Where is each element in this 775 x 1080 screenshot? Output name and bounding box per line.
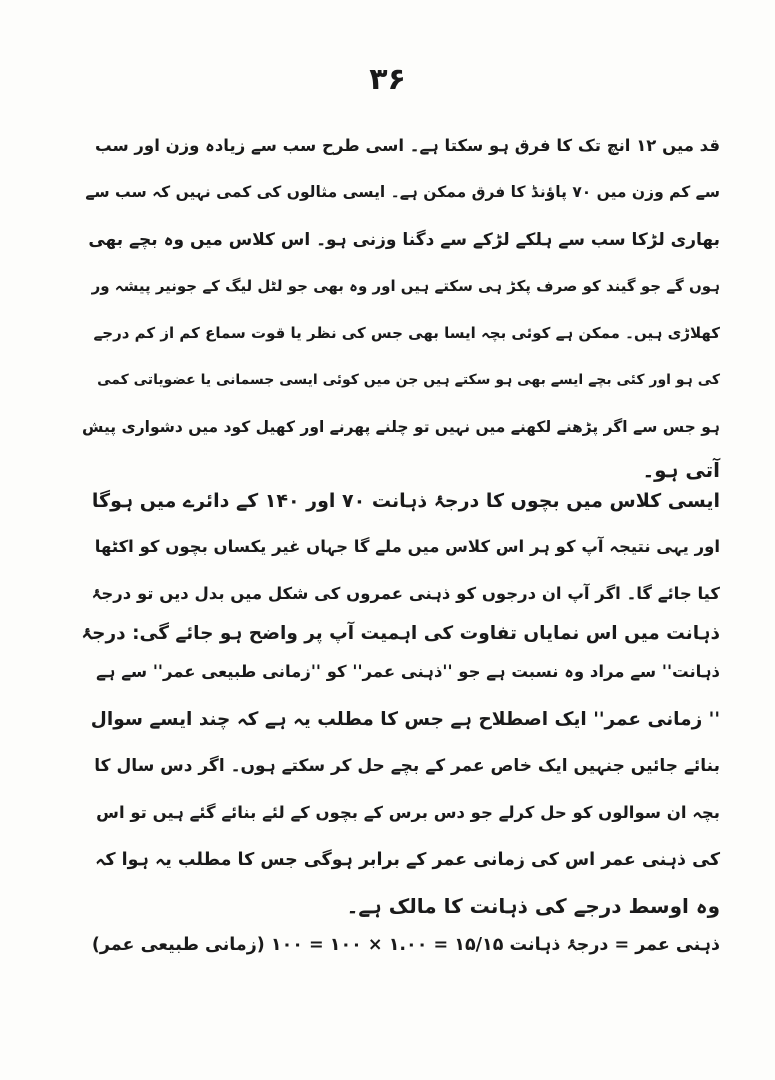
text-line: وہ اوسط درجے کی ذہانت کا مالک ہے۔: [346, 894, 720, 918]
paragraph-2: [80, 492, 720, 922]
text-line: کیا جائے گا۔ اگر آپ ان درجوں کو ذہنی عمروں کی شکل میں بدل دیں تو درجۂ: [91, 584, 720, 603]
text-line: ذہانت'' سے مراد وہ نسبت ہے جو ''ذہنی عمر'' کو ''زمانی طبیعی عمر'' سے ہے: [96, 662, 720, 681]
page-number: ۳۶: [369, 62, 406, 97]
text-line: بھاری لڑکا سب سے ہلکے لڑکے سے دگنا وزنی ہو۔ اس کلاس میں وہ بچے بھی: [88, 230, 720, 250]
text-line: ایسی کلاس میں بچوں کا درجۂ ذہانت ۷۰ اور ۱۴۰ کے دائرے میں ہوگا: [91, 490, 720, 512]
text-line: کی ہو اور کئی بچے ایسے بھی ہو سکتے ہیں جن میں کوئی ایسی جسمانی یا عضویاتی کمی: [97, 372, 720, 388]
text-line: اور یہی نتیجہ آپ کو ہر اس کلاس میں ملے گا جہاں غیر یکساں بچوں کو اکٹھا: [94, 537, 720, 556]
text-line: آتی ہو۔: [642, 458, 720, 482]
text-line: ہو جس سے اگر پڑھنے لکھنے میں نہیں تو چلنے پھرنے اور کھیل کود میں دشواری پیش: [82, 418, 720, 436]
text-line: ذہانت میں اس نمایاں تفاوت کی اہمیت آپ پر واضح ہو جائے گی: درجۂ: [81, 623, 720, 644]
text-line: بنائے جائیں جنہیں ایک خاص عمر کے بچے حل کر سکتے ہوں۔ اگر دس سال کا: [94, 756, 720, 776]
text-line: کی ذہنی عمر اس کی زمانی عمر کے برابر ہوگی جس کا مطلب یہ ہوا کہ: [95, 850, 720, 870]
text-line: کھلاڑی ہیں۔ ممکن ہے کوئی بچہ ایسا بھی جس کی نظر یا قوت سماع کم از کم درجے: [93, 324, 720, 342]
paragraph-1: [80, 136, 720, 482]
text-line: '' زمانی عمر'' ایک اصطلاح ہے جس کا مطلب یہ ہے کہ چند ایسے سوال: [90, 709, 720, 730]
text-line: سے کم وزن میں ۷۰ پاؤنڈ کا فرق ممکن ہے۔ ایسی مثالوں کی کمی نہیں کہ سب سے: [85, 183, 720, 201]
text-line: بچہ ان سوالوں کو حل کرلے جو دس برس کے بچوں کے لئے بنائے گئے ہیں تو اس: [96, 803, 720, 822]
formula-line: ذہنی عمر = درجۂ ذہانت ۱۵/۱۵ = ۱.۰۰ × ۱۰۰ = ۱۰۰ (زمانی طبیعی عمر): [91, 935, 720, 955]
text-line: قد میں ۱۲ انچ تک کا فرق ہو سکتا ہے۔ اسی طرح سب سے زیادہ وزن اور سب: [95, 136, 720, 155]
text-line: ہوں گے جو گیند کو صرف پکڑ ہی سکتے ہیں اور وہ بھی جو لٹل لیگ کے جونیر پیشہ ور: [91, 277, 720, 295]
